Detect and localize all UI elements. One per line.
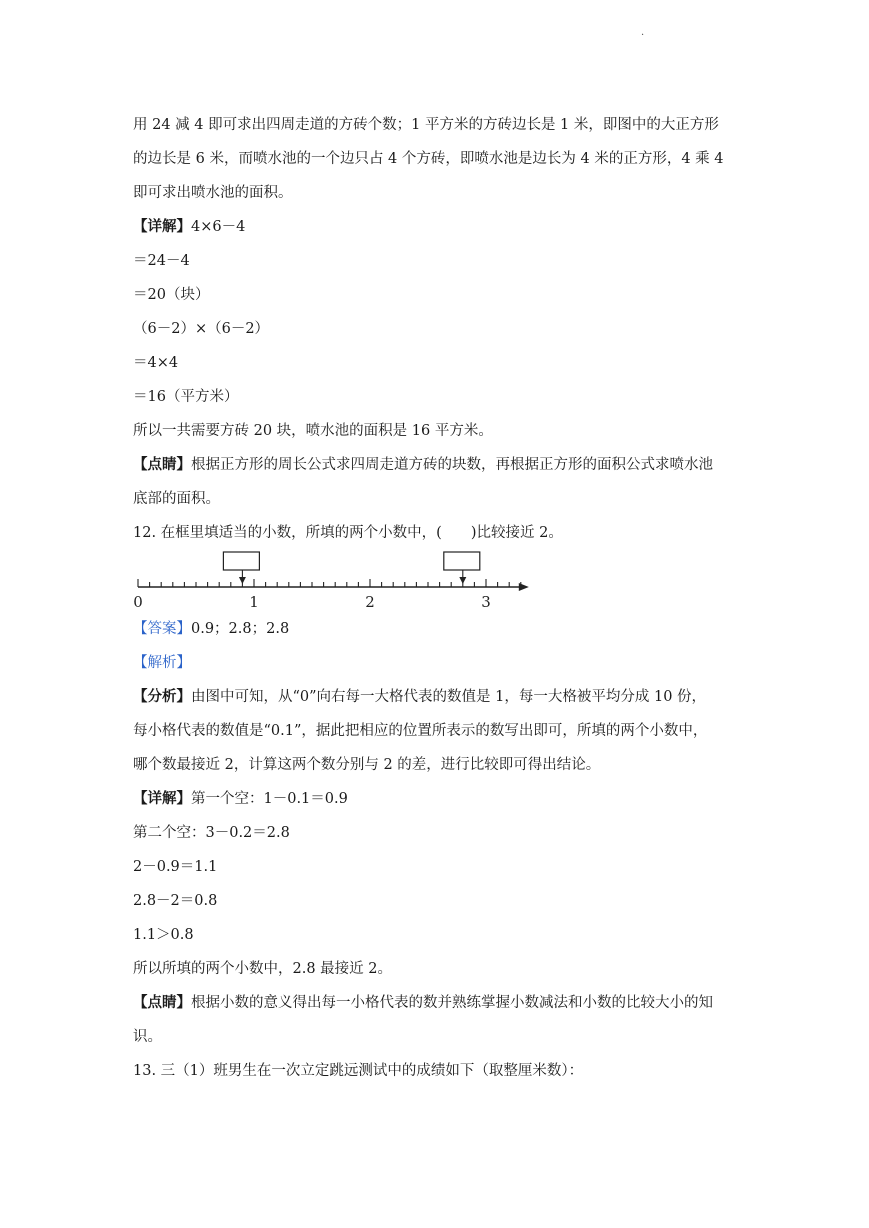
- text-line: [133, 312, 753, 346]
- text-line: [133, 176, 753, 210]
- text-line: [133, 108, 753, 142]
- line-text: 2－0.9＝1.1: [133, 859, 218, 875]
- text-line: [133, 918, 753, 952]
- text-line: [133, 142, 753, 176]
- section-tag: 【详解】: [133, 790, 191, 807]
- line-text: 根据正方形的周长公式求四周走道方砖的块数，再根据正方形的面积公式求喷水池: [191, 457, 713, 473]
- tick-label: 0: [133, 593, 143, 611]
- text-line: [133, 850, 753, 884]
- answer-box: [223, 552, 259, 570]
- line-text: 1.1＞0.8: [133, 927, 194, 943]
- text-line: [133, 414, 753, 448]
- text-line: [133, 1054, 753, 1088]
- text-line: [133, 748, 753, 782]
- line-text: 每小格代表的数值是“0.1”，据此把相应的位置所表示的数写出即可，所填的两个小数中，: [133, 723, 708, 739]
- line-text: 第二个空：3－0.2＝2.8: [133, 825, 290, 841]
- line-text: （6－2）×（6－2）: [133, 321, 270, 337]
- line-text: 12. 在框里填适当的小数，所填的两个小数中，( )比较接近 2。: [133, 525, 563, 541]
- text-line: [133, 516, 753, 550]
- text-line: [133, 482, 753, 516]
- analysis-heading: 【解析】: [133, 655, 191, 671]
- text-line: [133, 986, 753, 1020]
- text-line: [133, 714, 753, 748]
- document-page: [133, 108, 753, 1088]
- text-line: [133, 816, 753, 850]
- number-line-svg: [133, 550, 533, 612]
- line-text: 所以一共需要方砖 20 块，喷水池的面积是 16 平方米。: [133, 423, 493, 439]
- line-text: ＝4×4: [133, 355, 179, 371]
- number-line-figure: [133, 550, 753, 612]
- line-text: 底部的面积。: [133, 491, 220, 507]
- line-text: 的边长是 6 米，而喷水池的一个边只占 4 个方砖，即喷水池是边长为 4 米的正方形，4 乘 4: [133, 151, 724, 167]
- line-text: 即可求出喷水池的面积。: [133, 185, 293, 201]
- pointer-arrowhead: [239, 577, 246, 584]
- section-tag: 【点睛】: [133, 456, 191, 473]
- line-text: 2.8－2＝0.8: [133, 893, 218, 909]
- line-text: 根据小数的意义得出每一小格代表的数并熟练掌握小数减法和小数的比较大小的知: [191, 995, 713, 1011]
- answer-box: [444, 552, 480, 570]
- line-text: 所以所填的两个小数中，2.8 最接近 2。: [133, 961, 393, 977]
- line-text: 用 24 减 4 即可求出四周走道的方砖个数；1 平方米的方砖边长是 1 米，即图中的大正方形: [133, 117, 719, 133]
- text-line: [133, 278, 753, 312]
- line-text: ＝16（平方米）: [133, 389, 239, 405]
- section-tag: 【分析】: [133, 688, 191, 705]
- text-line: [133, 244, 753, 278]
- section-tag: 【详解】: [133, 218, 191, 235]
- tick-label: 2: [365, 593, 375, 611]
- text-line: [133, 884, 753, 918]
- text-line: [133, 952, 753, 986]
- line-text: 哪个数最接近 2，计算这两个数分别与 2 的差，进行比较即可得出结论。: [133, 757, 601, 773]
- text-line: [133, 346, 753, 380]
- text-line: [133, 380, 753, 414]
- line-text: ＝20（块）: [133, 287, 210, 303]
- text-line: [133, 210, 753, 244]
- line-text: 第一个空：1－0.1＝0.9: [191, 791, 348, 807]
- text-line: [133, 782, 753, 816]
- section-tag: 【点睛】: [133, 994, 191, 1011]
- line-text: 由图中可知，从“0”向右每一大格代表的数值是 1，每一大格被平均分成 10 份，: [191, 689, 707, 705]
- solution-11-text: [133, 108, 753, 550]
- line-text: 识。: [133, 1029, 162, 1045]
- text-line: [133, 1020, 753, 1054]
- line-text: 13. 三（1）班男生在一次立定跳远测试中的成绩如下（取整厘米数）：: [133, 1063, 584, 1079]
- line-text: ＝24－4: [133, 253, 190, 269]
- answer-text: 0.9；2.8；2.8: [191, 621, 290, 637]
- header-mark: ·: [641, 30, 645, 41]
- pointer-arrowhead: [459, 577, 466, 584]
- text-line: [133, 680, 753, 714]
- text-line: [133, 448, 753, 482]
- tick-label: 1: [249, 593, 259, 611]
- tick-label: 3: [481, 593, 491, 611]
- line-text: 4×6－4: [191, 219, 246, 235]
- solution-12-text: [133, 680, 753, 1088]
- answer-tag: 【答案】: [133, 621, 191, 637]
